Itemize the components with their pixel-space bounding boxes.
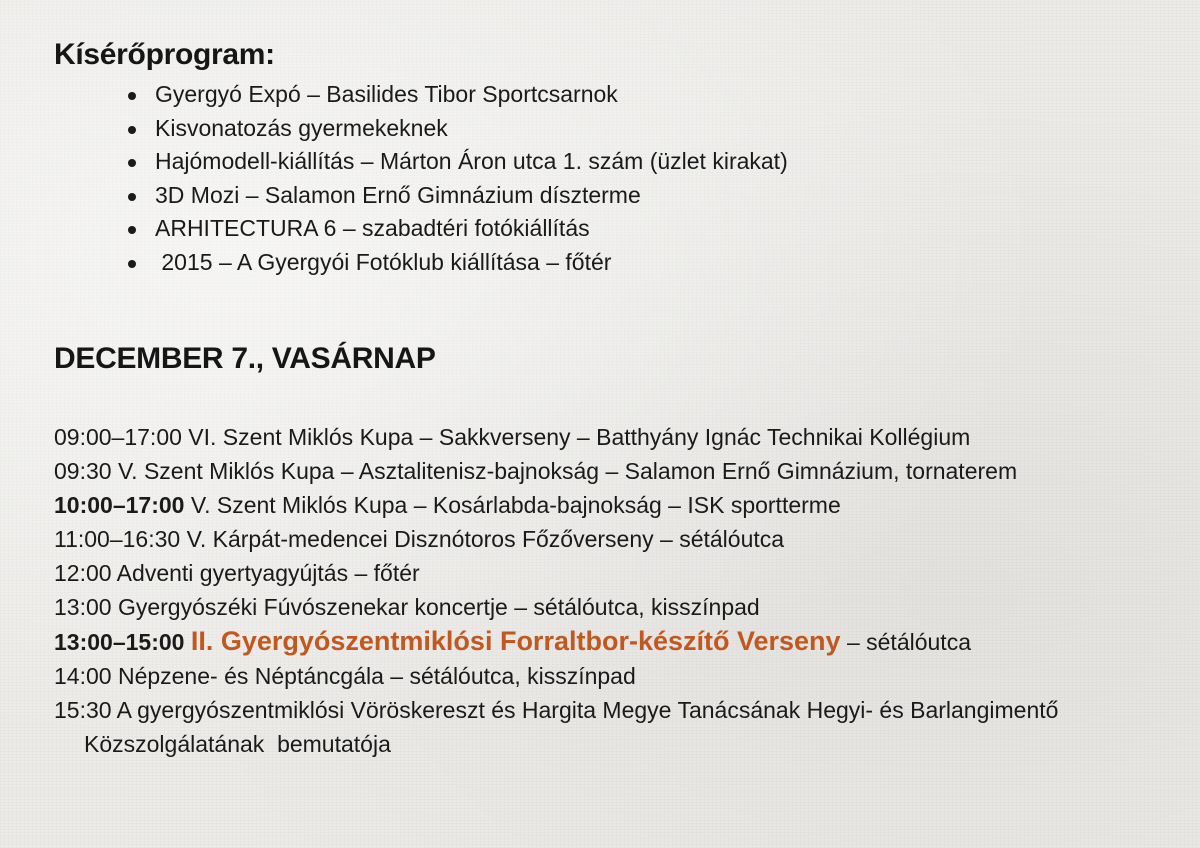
event-text: Adventi gyertyagyújtás – főtér: [111, 560, 420, 586]
side-program-item: Kisvonatozás gyermekeknek: [128, 112, 788, 146]
event-time: 13:00–15:00: [54, 629, 185, 655]
side-program-item: 3D Mozi – Salamon Ernő Gimnázium díszterme: [128, 179, 788, 213]
side-program-title: Kísérőprogram:: [54, 38, 275, 71]
schedule-item: [54, 454, 1164, 488]
event-text: Gyergyószéki Fúvószenekar koncertje – sétálóutca, kisszínpad: [111, 594, 760, 620]
side-program-item: ARHITECTURA 6 – szabadtéri fotókiállítás: [128, 212, 788, 246]
event-text: V. Szent Miklós Kupa – Asztalitenisz-bajnokság – Salamon Ernő Gimnázium, tornaterem: [111, 458, 1018, 484]
schedule-list: [54, 420, 1164, 761]
schedule-item: [54, 488, 1164, 522]
side-program-item: Hajómodell-kiállítás – Márton Áron utca 1. szám (üzlet kirakat): [128, 145, 788, 179]
schedule-item: [54, 522, 1164, 556]
event-text: A gyergyószentmiklósi Vöröskereszt és Hargita Megye Tanácsának Hegyi- és Barlangimentő Közszolgálatának bemutatója: [84, 697, 1065, 757]
side-program-list: [128, 78, 788, 279]
schedule-item: [54, 590, 1164, 624]
schedule-item: [54, 556, 1164, 590]
event-time: 10:00–17:00: [54, 492, 185, 518]
event-text: Népzene- és Néptáncgála – sétálóutca, kisszínpad: [111, 663, 636, 689]
event-time: 15:30: [54, 697, 112, 723]
event-time: 11:00–16:30: [54, 526, 181, 552]
event-time: 13:00: [54, 594, 112, 620]
event-text: – sétálóutca: [840, 629, 971, 655]
event-text: V. Szent Miklós Kupa – Kosárlabda-bajnokság – ISK sportterme: [184, 492, 841, 518]
event-time: 09:30: [54, 458, 112, 484]
highlighted-event-title: II. Gyergyószentmiklósi Forraltbor-készítő Verseny: [190, 626, 841, 656]
side-program-item: Gyergyó Expó – Basilides Tibor Sportcsarnok: [128, 78, 788, 112]
event-text: VI. Szent Miklós Kupa – Sakkverseny – Batthyány Ignác Technikai Kollégium: [181, 424, 971, 450]
schedule-item: [54, 693, 1164, 761]
schedule-item-highlighted: [54, 624, 1164, 659]
schedule-item: [54, 420, 1164, 454]
side-program-item: 2015 – A Gyergyói Fotóklub kiállítása – főtér: [128, 246, 788, 280]
event-text: V. Kárpát-medencei Disznótoros Főzőverseny – sétálóutca: [180, 526, 785, 552]
day-title: DECEMBER 7., VASÁRNAP: [54, 342, 436, 375]
schedule-item: [54, 659, 1164, 693]
event-time: 14:00: [54, 663, 112, 689]
event-time: 09:00–17:00: [54, 424, 182, 450]
event-time: 12:00: [54, 560, 112, 586]
